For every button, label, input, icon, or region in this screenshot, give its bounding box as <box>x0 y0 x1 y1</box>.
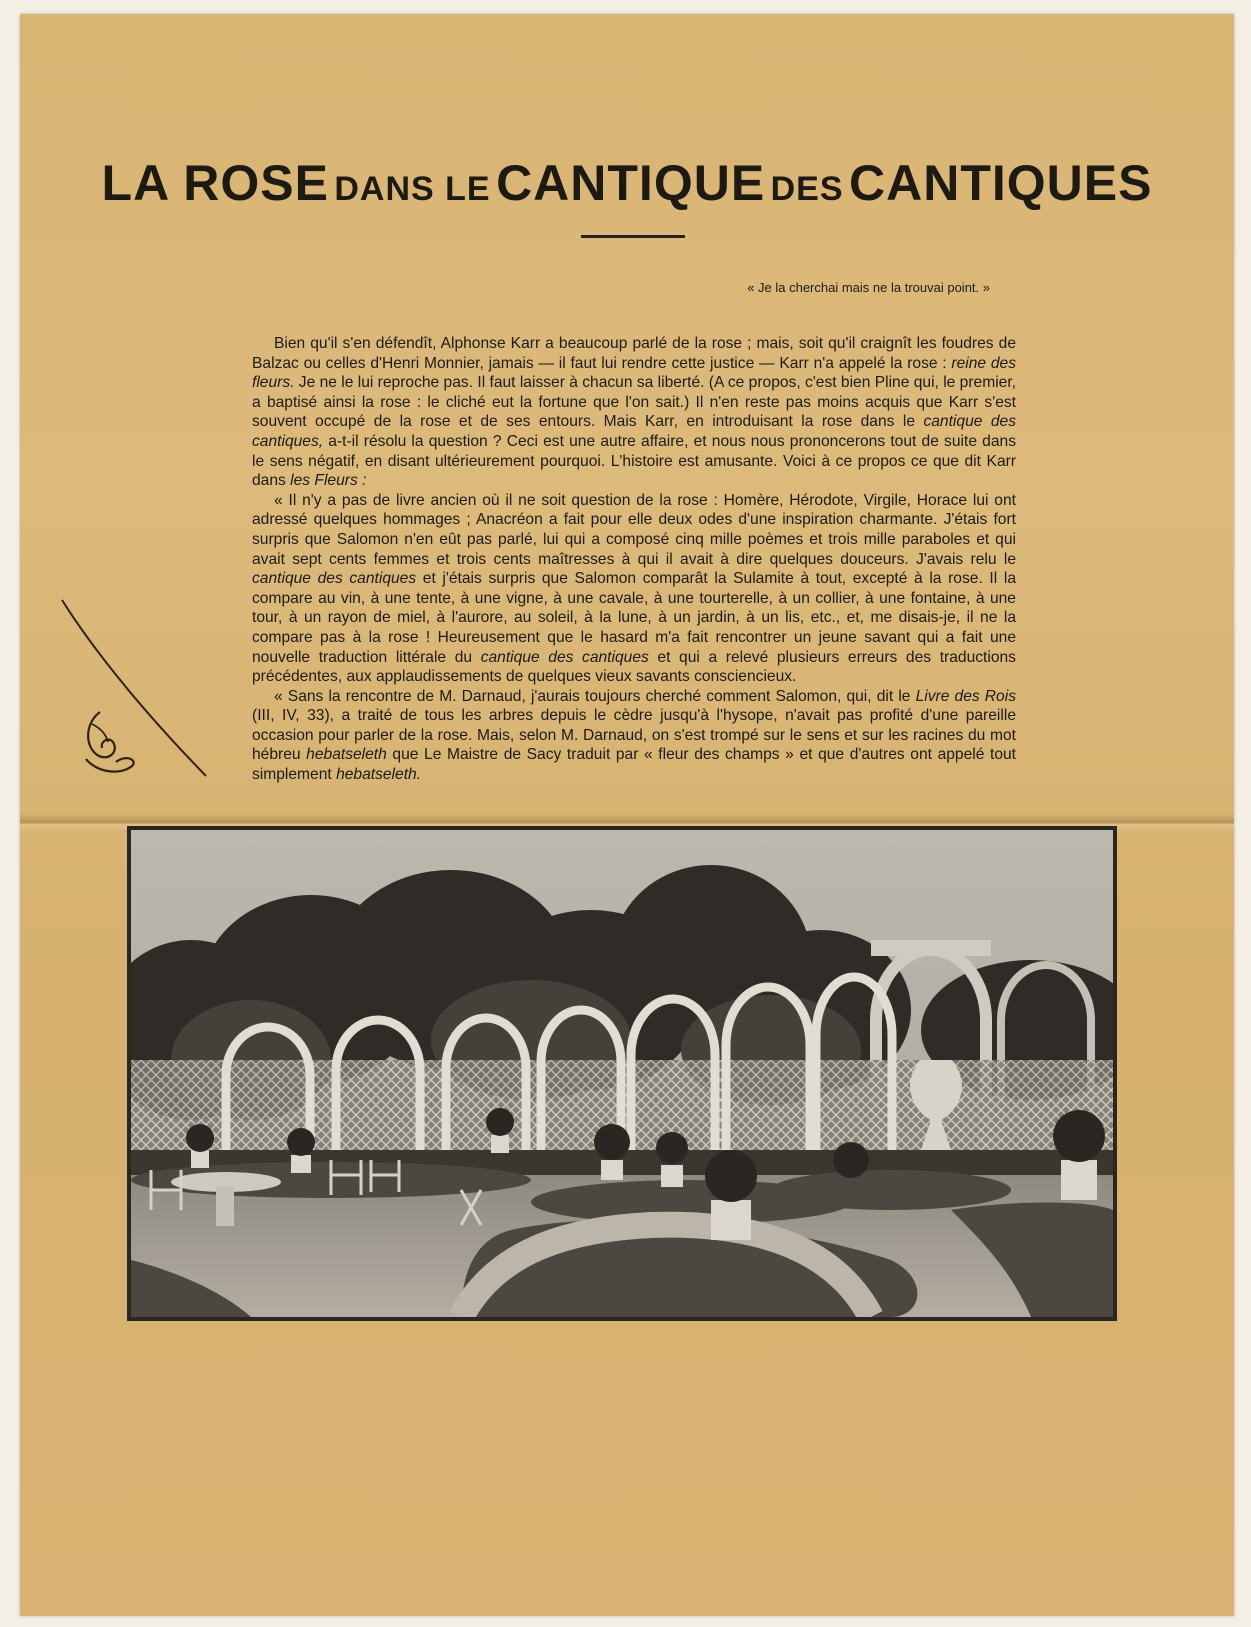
text-run: a-t-il résolu la question ? Ceci est une autre affaire, et nous nous prononcerons tout de suite dans le sens négatif, en disant ultérieurement pourquoi. L'histoire est amusante. Voici à ce propos ce que dit Karr dans <box>252 432 1016 490</box>
text-run: Je ne le lui reproche pas. Il faut laisser à chacun sa liberté. (A ce propos, c'est bien Pline qui, le premier, a baptisé ainsi la rose : le cliché eut la fortune que l'on sait.) Il n'en reste pas moins acquis que Karr s'est souvent occupé de la rose et de ses entours. Mais Karr, en introduisant la rose dans le <box>252 374 1017 431</box>
italic-phrase: cantique des cantiques <box>480 648 649 666</box>
epigraph: « Je la cherchai mais ne la trouvai point. » <box>747 280 990 295</box>
article-body <box>252 334 1016 785</box>
article-title <box>20 154 1234 212</box>
text-run: et j'étais surpris que Salomon comparât la Sulamite à tout, excepté à la rose. Il la compare au vin, à une tente, à une vigne, à une cavale, à une tourterelle, à un collier, à une fontaine, à une tour, à un rayon de miel, à l'aurore, au soleil, à la lune, à un jardin, à un lis, etc., et, me disais-je, il ne la compare pas à la rose ! Heureusement que le hasard m'a fait rencontrer un jeune savant qui a fait une nouvelle traduction littérale du <box>252 570 1016 666</box>
text-run: et qui a relevé plusieurs erreurs des traductions précédentes, aux applaudissements de quelques vieux savants consciencieux. <box>252 648 1016 686</box>
italic-phrase: reine des fleurs. <box>252 354 1016 392</box>
handwritten-mark <box>56 594 226 794</box>
article-paragraph <box>252 491 1016 687</box>
article-paragraph <box>252 334 1016 491</box>
article-paragraph <box>252 687 1016 785</box>
italic-phrase: hebatseleth. <box>336 766 422 784</box>
italic-phrase: cantique des cantiques, <box>252 413 1016 450</box>
italic-phrase: hebatseleth <box>306 746 387 764</box>
title-word-la-rose: LA ROSE <box>101 155 329 211</box>
text-run: (III, IV, 33), a traité de tous les arbres depuis le cèdre jusqu'à l'hysope, n'avait pas profité d'une pareille occasion pour parler de la rose. Mais, selon M. Darnaud, on s'est trompé sur le sens et sur les racines du mot hébreu <box>252 707 1016 764</box>
title-rule <box>581 235 685 238</box>
italic-phrase: cantique des cantiques <box>252 570 417 588</box>
text-run: que Le Maistre de Sacy traduit par « fleur des champs » et que d'autres ont appelé tout simplement <box>252 746 1017 784</box>
italic-phrase: les Fleurs : <box>290 472 367 490</box>
title-word-cantique: CANTIQUE <box>496 155 766 211</box>
title-word-des: DES <box>770 170 844 208</box>
text-run: « Sans la rencontre de M. Darnaud, j'aurais toujours cherché comment Salomon, qui, dit le <box>274 687 916 705</box>
title-word-dans-le: DANS LE <box>334 170 491 208</box>
italic-phrase: Livre des Rois <box>915 687 1016 705</box>
garden-photo <box>127 826 1117 1321</box>
title-word-cantiques: CANTIQUES <box>849 155 1153 211</box>
text-run: « Il n'y a pas de livre ancien où il ne soit question de la rose : Homère, Hérodote, Virgile, Horace lui ont adressé quelques hommages ; Anacréon a fait pour elle deux odes d'une inspiration charmante. J'étais fort surpris que Salomon n'en eût pas parlé, lui qui a composé cinq mille poèmes et trois mille paraboles et qui avait sept cents femmes et trois cents maîtresses à qui il avait à dire quelques douceurs. J'avais relu le <box>252 491 1016 568</box>
newspaper-page <box>20 14 1234 1616</box>
rose-garden-picture <box>131 830 1113 1317</box>
text-run: Bien qu'il s'en défendît, Alphonse Karr a beaucoup parlé de la rose ; mais, soit qu'il craignît les foudres de Balzac ou celles d'Henri Monnier, jamais — il faut lui rendre cette justice — Karr n'a appelé la rose : <box>252 335 1016 372</box>
